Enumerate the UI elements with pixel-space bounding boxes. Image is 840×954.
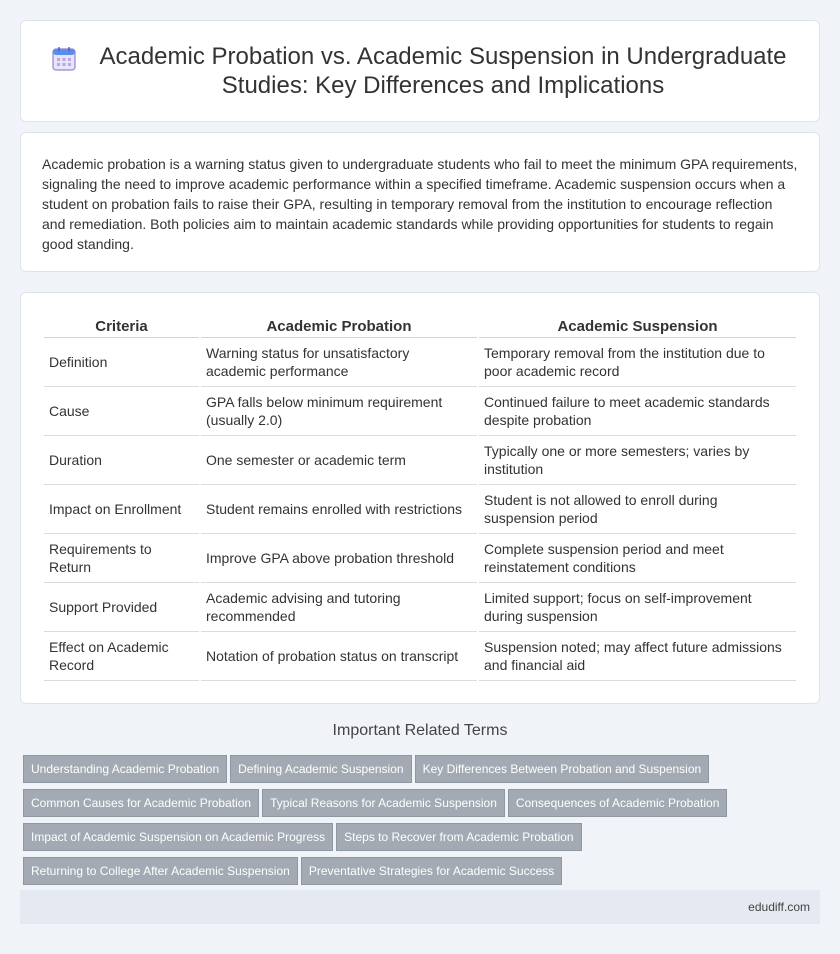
criteria-cell: Duration: [44, 436, 199, 485]
related-term-tag[interactable]: Returning to College After Academic Suspension: [23, 857, 298, 885]
suspension-cell: Complete suspension period and meet reinstatement conditions: [479, 534, 796, 583]
related-term-tag[interactable]: Key Differences Between Probation and Suspension: [415, 755, 710, 783]
criteria-cell: Impact on Enrollment: [44, 485, 199, 534]
comparison-table: [42, 315, 798, 681]
probation-cell: Notation of probation status on transcript: [201, 632, 477, 681]
suspension-cell: Student is not allowed to enroll during suspension period: [479, 485, 796, 534]
probation-cell: Improve GPA above probation threshold: [201, 534, 477, 583]
calendar-icon: [51, 46, 77, 72]
suspension-cell: Typically one or more semesters; varies by institution: [479, 436, 796, 485]
probation-cell: One semester or academic term: [201, 436, 477, 485]
related-term-tag[interactable]: Understanding Academic Probation: [23, 755, 227, 783]
intro-card: [20, 132, 820, 272]
suspension-cell: Limited support; focus on self-improvement during suspension: [479, 583, 796, 632]
table-row: [44, 583, 796, 632]
probation-cell: GPA falls below minimum requirement (usually 2.0): [201, 387, 477, 436]
footer-site-link[interactable]: edudiff.com: [748, 900, 810, 914]
page-title: Academic Probation vs. Academic Suspension in Undergraduate Studies: Key Differences and Implications: [99, 43, 787, 99]
criteria-cell: Effect on Academic Record: [44, 632, 199, 681]
related-term-tag[interactable]: Impact of Academic Suspension on Academic Progress: [23, 823, 333, 851]
title-card: [20, 20, 820, 122]
table-header-row: [44, 315, 796, 338]
related-term-tag[interactable]: Consequences of Academic Probation: [508, 789, 727, 817]
table-row: [44, 338, 796, 387]
header-criteria: Criteria: [44, 315, 199, 338]
suspension-cell: Continued failure to meet academic standards despite probation: [479, 387, 796, 436]
header-suspension: Academic Suspension: [479, 315, 796, 338]
table-row: [44, 632, 796, 681]
criteria-cell: Cause: [44, 387, 199, 436]
criteria-cell: Support Provided: [44, 583, 199, 632]
criteria-cell: Requirements to Return: [44, 534, 199, 583]
comparison-card: [20, 292, 820, 704]
table-row: [44, 387, 796, 436]
related-terms-list: [23, 755, 803, 891]
probation-cell: Student remains enrolled with restrictions: [201, 485, 477, 534]
related-term-tag[interactable]: Defining Academic Suspension: [230, 755, 411, 783]
related-term-tag[interactable]: Typical Reasons for Academic Suspension: [262, 789, 505, 817]
table-row: [44, 436, 796, 485]
related-terms-heading: Important Related Terms: [332, 722, 508, 739]
probation-cell: Academic advising and tutoring recommended: [201, 583, 477, 632]
header-probation: Academic Probation: [201, 315, 477, 338]
probation-cell: Warning status for unsatisfactory academic performance: [201, 338, 477, 387]
criteria-cell: Definition: [44, 338, 199, 387]
intro-paragraph: Academic probation is a warning status given to undergraduate students who fail to meet the minimum GPA requirements, signaling the need to improve academic performance within a specified timeframe. Academic suspension occurs when a student on probation fails to raise their GPA, resulting in temporary removal from the institution to encourage reflection and remediation. Both policies aim to maintain academic standards while providing opportunities for students to regain good standing.: [42, 156, 798, 252]
suspension-cell: Temporary removal from the institution due to poor academic record: [479, 338, 796, 387]
table-row: [44, 485, 796, 534]
table-row: [44, 534, 796, 583]
suspension-cell: Suspension noted; may affect future admissions and financial aid: [479, 632, 796, 681]
related-term-tag[interactable]: Preventative Strategies for Academic Success: [301, 857, 562, 885]
footer: [20, 890, 820, 924]
related-term-tag[interactable]: Steps to Recover from Academic Probation: [336, 823, 581, 851]
related-term-tag[interactable]: Common Causes for Academic Probation: [23, 789, 259, 817]
